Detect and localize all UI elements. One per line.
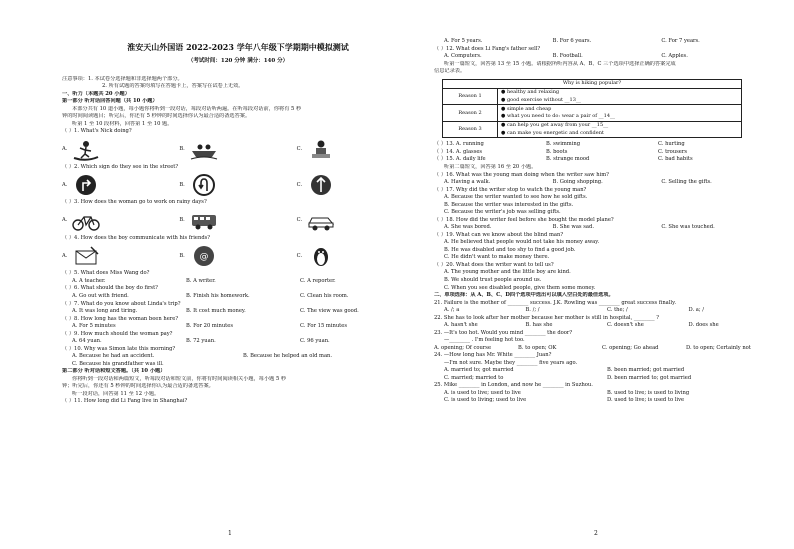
part-2-heading: 第二部分 听对话和短文答题。（共 10 小题） <box>62 368 166 375</box>
question-20: （ ）20. What does the writer want to tell us? <box>434 261 554 268</box>
passage-1-instruction-2: 信息记录表。 <box>434 68 466 75</box>
table-row: Reason 1 ● healthy and relaxing ● good exercise without __13__ <box>443 88 742 105</box>
q12-option-b[interactable]: B. Football. <box>552 53 583 60</box>
page-number-1: 1 <box>228 530 232 537</box>
question-23-reply: —________ . I'm feeling hot too. <box>444 337 525 344</box>
table-row: Reason 3 ● can help you get away from your __15__ ● can make you energetic and confident <box>443 121 742 138</box>
q22-options <box>434 322 770 330</box>
page-number-2: 2 <box>594 530 598 537</box>
table-title: Why is hiking popular? <box>443 79 742 88</box>
instruction-5: 钟；听完后，你还有 5 秒钟的时间选择你认为最合适的备选答案。 <box>62 383 214 390</box>
q25-option-b[interactable]: B. used to live; is used to living <box>607 389 690 396</box>
q3-option-b[interactable]: B. <box>179 210 296 232</box>
q23-options <box>434 345 770 353</box>
q9-options <box>62 338 414 346</box>
question-8: （ ）8. How long has the woman been here? <box>62 315 179 322</box>
q25-options-ab <box>434 390 770 398</box>
bus-icon <box>189 210 219 232</box>
q11-option-c[interactable]: C. For 7 years. <box>661 38 700 44</box>
dialogue-instruction: 听一段对话，回答第 11 至 12 小题。 <box>72 390 160 397</box>
q21-option-d[interactable]: D. a; / <box>688 307 705 314</box>
q25-option-c[interactable]: C. is used to living; used to live <box>444 397 527 404</box>
u-turn-sign-icon <box>189 174 219 196</box>
q6-option-a[interactable]: A. Go out with friend. <box>72 293 129 299</box>
exam-meta: （考试时间：120 分钟 满分：140 分） <box>187 57 289 64</box>
q12-option-a[interactable]: A. Computers. <box>444 53 482 60</box>
q8-options <box>62 323 414 331</box>
q24-option-a[interactable]: A. married to; got married <box>444 367 514 374</box>
q5-option-c[interactable]: C. A reporter. <box>300 277 336 284</box>
q10-option-b[interactable]: B. Because he helped an old man. <box>243 353 333 360</box>
q2-option-a[interactable]: A. <box>62 174 179 196</box>
question-24-reply: —I'm not sure. Maybe they ________ five years ago. <box>444 359 578 366</box>
q24-options-cd <box>434 375 770 383</box>
note-1: 注意事项：1. 本试卷分选择题和非选择题两个部分。 <box>62 75 183 82</box>
q23-option-b[interactable]: B. to open; OK <box>518 344 557 351</box>
passage-1-instruction: 听第一篇短文，回答第 13 至 15 小题。请根据所听内容从 A、B、C 三个选项中选择正确的答案完成 <box>444 60 676 67</box>
table-row: Reason 2 ● simple and cheap ● what you need to do: wear a pair of __14__ <box>443 105 742 122</box>
q12-option-c[interactable]: C. Apples. <box>661 53 688 60</box>
question-18: （ ）18. How did the writer feel before she bought the model plane? <box>434 216 614 223</box>
q16-options <box>434 179 770 187</box>
note-2: 2. 所有试题的答案均填写在答题卡上，答案写在试卷上无效。 <box>102 83 244 90</box>
question-5: （ ）5. What does Miss Wang do? <box>62 270 150 277</box>
q23-option-a[interactable]: A. opening; Of course <box>434 344 492 351</box>
q4-pictures <box>62 243 414 269</box>
q9-option-c[interactable]: C. 96 yuan. <box>300 338 330 345</box>
q17-option-c[interactable]: C. Because the writer's job was selling gifts. <box>444 209 561 216</box>
exam-title: 淮安天山外国语 2022-2023 学年八年级下学期期中模拟测试 <box>127 42 349 52</box>
q10-option-a[interactable]: A. Because he had an accident. <box>72 353 155 360</box>
q24-option-c[interactable]: C. married; married to <box>444 374 504 381</box>
q15-row <box>434 156 770 164</box>
q12-options <box>434 53 770 61</box>
q18-option-a[interactable]: A. She was bored. <box>444 224 492 231</box>
q22-option-b[interactable]: B. has she <box>525 322 553 329</box>
q13-option-a[interactable]: （ ）13. A. running <box>434 141 484 148</box>
question-16: （ ）16. What was the young man doing when the writer saw him? <box>434 171 609 178</box>
q18-option-b[interactable]: B. She was sad. <box>552 224 594 231</box>
q3-option-c[interactable]: C. <box>297 210 414 232</box>
q11-option-b[interactable]: B. For 6 years. <box>552 38 592 44</box>
q13-option-c[interactable]: C. hurting <box>658 141 685 148</box>
instruction-3: 听第 1 至 10 段材料，回答第 1 至 10 题。 <box>72 120 173 127</box>
q23-option-d[interactable]: D. to open; Certainly not <box>686 344 751 351</box>
part-1-heading: 第一部分 听对话回答问题（共 10 小题） <box>62 98 158 105</box>
surfing-icon <box>71 139 101 161</box>
q22-option-c[interactable]: C. doesn't she <box>607 322 644 329</box>
info-table <box>442 79 742 139</box>
q6-options <box>62 293 414 301</box>
question-23: 23. —It's too hot. Would you mind ________ the door? <box>434 329 573 336</box>
q6-option-c[interactable]: C. Clean his room. <box>300 293 349 299</box>
q21-option-c[interactable]: C. the; / <box>607 307 628 314</box>
question-2: （ ）2. Which sign do they see in the street? <box>62 163 179 170</box>
q1-pictures <box>62 137 414 163</box>
q21-option-b[interactable]: B. /; / <box>525 307 540 314</box>
q11-options <box>434 38 770 46</box>
q17-option-b[interactable]: B. Because the writer was interested in the gifts. <box>444 201 574 208</box>
q24-options-ab <box>434 367 770 375</box>
q14-option-b[interactable]: B. boots <box>546 148 568 155</box>
question-12: （ ）12. What does Li Fang's father sell? <box>434 45 541 52</box>
question-17: （ ）17. Why did the writer stop to watch the young man? <box>434 186 587 193</box>
question-24: 24. —How long has Mr. White ________ Juan? <box>434 352 552 359</box>
q5-option-a[interactable]: A. A teacher. <box>72 277 106 284</box>
q18-options <box>434 224 770 232</box>
q21-options <box>434 307 770 315</box>
question-22: 22. She has to look after her mother because her mother is still in hospital, ________ ? <box>434 314 660 321</box>
question-11: （ ）11. How long did Li Fang live in Shanghai? <box>62 398 188 405</box>
q1-option-b[interactable]: B. <box>179 139 296 161</box>
q1-option-a[interactable]: A. <box>62 139 179 161</box>
q22-option-a[interactable]: A. hasn't she <box>444 322 478 329</box>
q8-option-b[interactable]: B. For 20 minutes <box>186 323 234 330</box>
q3-option-a[interactable]: A. <box>62 210 179 232</box>
q2-pictures <box>62 172 414 198</box>
question-7: （ ）7. What do you know about Linda's trip? <box>62 300 181 307</box>
q25-option-d[interactable]: D. used to live; is used to live <box>607 397 685 404</box>
q19-option-b[interactable]: B. He was disabled and too shy to find a good job. <box>444 246 576 253</box>
q10-option-c[interactable]: C. Because his grandfather was ill. <box>72 360 164 367</box>
qq-penguin-icon <box>306 245 336 267</box>
instruction-1: 本部分共有 10 道小题，每小题你将听到一段对话，每段对话听两遍。在听每段对话前，你将有 5 秒 <box>72 105 302 112</box>
section-2-heading: 二、单项选择：从 A、B、C、D四个选项中选出可以填入空白处的最佳选项。 <box>434 292 614 299</box>
turn-right-sign-icon <box>71 174 101 196</box>
q16-option-b[interactable]: B. Going shopping. <box>552 179 603 186</box>
q23-option-c[interactable]: C. opening; Go ahead <box>602 344 659 351</box>
question-10: （ ）10. Why was Simon late this morning? <box>62 345 176 352</box>
left-column <box>62 0 414 549</box>
q7-option-a[interactable]: A. It was long and tiring. <box>72 308 138 315</box>
q14-option-a[interactable]: （ ）14. A. glasses <box>434 148 483 155</box>
q19-option-c[interactable]: C. He didn't want to make money there. <box>444 254 550 261</box>
question-4: （ ）4. How does the boy communicate with his friends? <box>62 234 211 241</box>
q5-options <box>62 278 414 286</box>
no-entry-sign-icon <box>306 174 336 196</box>
q3-pictures <box>62 208 414 234</box>
q25-options-cd <box>434 397 770 405</box>
q11-option-a[interactable]: A. For 5 years. <box>444 38 483 44</box>
q4-option-a[interactable]: A. <box>62 245 179 267</box>
q7-options <box>62 308 414 316</box>
boat-icon <box>189 139 219 161</box>
q8-option-c[interactable]: C. For 15 minutes <box>300 323 347 330</box>
q9-option-b[interactable]: B. 72 yuan. <box>186 338 216 345</box>
question-21: 21. Failure is the mother of ________ success. J.K. Rowling was ________ great success finally. <box>434 299 676 306</box>
bicycle-icon <box>71 210 101 232</box>
instruction-4: 你将听到一段对话和两篇短文，听每段对话和短文前，你将有时间阅读相关小题，每小题 5 秒 <box>72 375 287 382</box>
q7-option-c[interactable]: C. The view was good. <box>300 308 359 315</box>
letter-writing-icon <box>71 245 101 267</box>
q4-option-b[interactable]: B. @ <box>179 245 296 267</box>
q15-option-b[interactable]: B. strange mood <box>546 156 590 163</box>
q20-option-b[interactable]: B. We should trust people around us. <box>444 276 542 283</box>
question-1: （ ）1. What's Nick doing? <box>62 128 132 135</box>
q9-option-a[interactable]: A. 64 yuan. <box>72 338 102 345</box>
q6-option-b[interactable]: B. Finish his homework. <box>186 293 250 299</box>
q20-option-a[interactable]: A. The young mother and the little boy are kind. <box>444 269 571 276</box>
q5-option-b[interactable]: B. A writer. <box>186 277 216 284</box>
q24-option-b[interactable]: B. been married; got married <box>607 367 685 374</box>
q16-option-c[interactable]: C. Selling the gifts. <box>661 179 712 186</box>
q22-option-d[interactable]: D. does she <box>688 322 719 329</box>
q2-option-b[interactable]: B. <box>179 174 296 196</box>
q4-option-c[interactable]: C. <box>297 245 414 267</box>
q25-option-a[interactable]: A. is used to live; used to live <box>444 389 521 396</box>
q20-option-c[interactable]: C. When you see disabled people, give them some money. <box>444 284 596 291</box>
email-icon <box>189 245 219 267</box>
q7-option-b[interactable]: B. It cost much money. <box>186 308 246 315</box>
car-icon <box>306 210 336 232</box>
q21-option-a[interactable]: A. /; a <box>444 307 460 314</box>
q15-option-c[interactable]: C. bad habits <box>658 156 693 163</box>
q24-option-d[interactable]: D. been married to; got married <box>607 374 692 381</box>
question-19: （ ）19. What can we know about the blind man? <box>434 231 564 238</box>
q1-option-c[interactable]: C. <box>297 139 414 161</box>
q10-options <box>62 353 414 361</box>
instruction-2: 钟的时间阅读题目；听完后，你还有 5 秒钟的时间选择你认为最合适的备选答案。 <box>62 113 251 120</box>
q2-option-c[interactable]: C. <box>297 174 414 196</box>
svg-text:@: @ <box>199 252 209 263</box>
reading-boy-icon <box>306 139 336 161</box>
question-9: （ ）9. How much should the woman pay? <box>62 330 173 337</box>
section-1-heading: 一、听力（本题共 20 小题） <box>62 90 130 97</box>
q13-option-b[interactable]: B. swimming <box>546 141 581 148</box>
q13-row <box>434 141 770 149</box>
q17-option-a[interactable]: A. Because the writer wanted to see how he sold gifts. <box>444 194 588 201</box>
q18-option-c[interactable]: C. She was touched. <box>661 224 715 231</box>
q8-option-a[interactable]: A. For 5 minutes <box>72 323 116 330</box>
question-3: （ ）3. How does the woman go to work on rainy days? <box>62 199 207 206</box>
q14-option-c[interactable]: C. trousers <box>658 148 687 155</box>
q15-option-a[interactable]: （ ）15. A. daily life <box>434 156 486 163</box>
passage-2-instruction: 听第二篇短文，回答第 16 至 20 小题。 <box>444 164 537 170</box>
right-column <box>434 0 770 549</box>
question-6: （ ）6. What should the boy do first? <box>62 285 158 292</box>
q19-option-a[interactable]: A. He believed that people would not take his money away. <box>444 239 600 246</box>
q16-option-a[interactable]: A. Having a walk. <box>444 179 491 186</box>
question-25: 25. Mike ________ in London, and now he ________ in Suzhou. <box>434 382 593 389</box>
